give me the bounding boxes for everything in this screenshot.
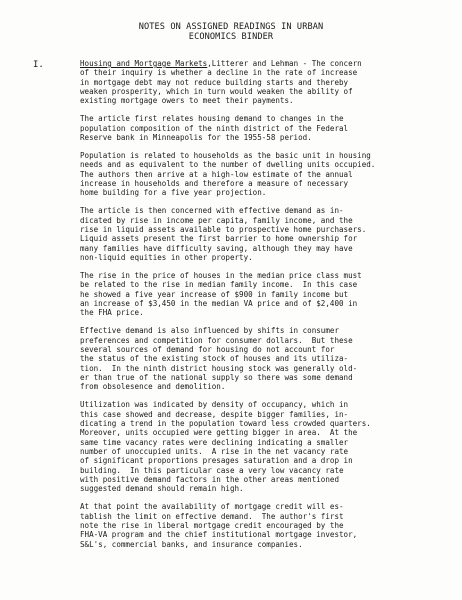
text-line: The article first relates housing demand to changes in the xyxy=(80,114,344,124)
text-line: an increase of $3,450 in the median VA price and of $2,400 in xyxy=(80,298,358,308)
text-line: tion. In the ninth district housing stock was generally old- xyxy=(80,363,358,373)
paragraph-utilization xyxy=(80,400,440,493)
paragraph-intro xyxy=(80,59,440,106)
article-title: Housing and Mortgage Markets xyxy=(80,59,208,68)
text-line: note the rise in liberal mortgage credit encouraged by the xyxy=(80,520,344,530)
text-line: Utilization was indicated by density of occupancy, which in xyxy=(80,400,349,410)
text-line: S&L's, commercial banks, and insurance companies. xyxy=(80,539,303,549)
text-line: increase in households and therefore a measure of necessary xyxy=(80,178,349,188)
text-line: number of unoccupied units. A rise in the net vacancy rate xyxy=(80,446,349,456)
text-line: The article is then concerned with effective demand as in- xyxy=(80,206,344,216)
text-line: the status of the existing stock of houses and its utiliza- xyxy=(80,354,349,364)
text-line: FHA-VA program and the chief institutional mortgage investor, xyxy=(80,530,358,540)
document-header xyxy=(0,22,462,42)
text-line: rise in liquid assets available to prospective home purchasers. xyxy=(80,224,367,234)
text-line: dicating a trend in the population toward less crowded quarters. xyxy=(80,418,371,428)
text-line: many families have difficulty saving, although they may have xyxy=(80,243,353,253)
paragraph-house-prices xyxy=(80,271,440,318)
text-line: this case showed and decrease, despite bigger families, in- xyxy=(80,409,349,419)
text-line: er than true of the national supply so there was some demand xyxy=(80,372,353,382)
text-line: preferences and competition for consumer dollars. But these xyxy=(80,335,353,345)
text-line: Effective demand is also influenced by shifts in consumer xyxy=(80,326,339,336)
text-line: Moreover, units occupied were getting bigger in area. At the xyxy=(80,428,358,438)
text-line: the FHA price. xyxy=(80,308,144,318)
text-line: he showed a five year increase of $900 in family income but xyxy=(80,289,349,299)
text-line: Liquid assets present the first barrier to home ownership for xyxy=(80,234,358,244)
header-title-line-1: NOTES ON ASSIGNED READINGS IN URBAN xyxy=(138,22,324,32)
text-line: of their inquiry is whether a decline in the rate of increase xyxy=(80,68,358,78)
text-line: be related to the rise in median family income. In this case xyxy=(80,280,358,290)
text-line: existing mortgage owers to meet their payments. xyxy=(80,96,294,106)
article-authors: ,Litterer and Lehman - The concern xyxy=(207,59,362,68)
text-line: At that point the availability of mortgage credit will es- xyxy=(80,502,344,512)
text-line xyxy=(80,59,440,68)
text-line: dicated by rise in income per capita, family income, and the xyxy=(80,215,353,225)
paragraph-consumer-preferences xyxy=(80,326,440,391)
text-line: home building for a five year projection. xyxy=(80,188,267,198)
text-line: in mortgage debt may not reduce building starts and thereby xyxy=(80,77,349,87)
text-line: weaken prosperity, which in turn would weaken the ability of xyxy=(80,87,353,97)
text-line: with positive demand factors in the other areas mentioned xyxy=(80,474,339,484)
paragraph-households xyxy=(80,151,440,198)
text-line: Population is related to households as the basic unit in housing xyxy=(80,150,371,160)
paragraph-mortgage-credit xyxy=(80,502,440,549)
text-line: of significant proportions presages saturation and a drop in xyxy=(80,456,353,466)
text-line: from obsolesence and demolition. xyxy=(80,382,226,392)
paragraph-effective-demand xyxy=(80,206,440,262)
text-line: non-liquid equities in other property. xyxy=(80,252,253,262)
text-line: building. In this particular case a very low vacancy rate xyxy=(80,465,344,475)
text-line: The rise in the price of houses in the median price class must xyxy=(80,270,362,280)
text-line: tablish the limit on effective demand. The author's first xyxy=(80,511,344,521)
text-line: The authors then arrive at a high-low estimate of the annual xyxy=(80,169,353,179)
text-line: population composition of the ninth district of the Federal xyxy=(80,123,349,133)
text-line: Reserve bank in Minneapolis for the 1955-58 period. xyxy=(80,133,312,142)
paragraph-population-composition xyxy=(80,114,440,142)
document-body xyxy=(80,59,440,558)
text-line: suggested demand should remain high. xyxy=(80,484,244,494)
text-line: same time vacancy rates were declining indicating a smaller xyxy=(80,437,349,447)
header-title-line-2: ECONOMICS BINDER xyxy=(188,32,274,42)
text-line: needs and as equivalent to the number of dwelling units occupied. xyxy=(80,160,376,170)
text-line: several sources of demand for housing do not account for xyxy=(80,344,335,354)
section-number: I. xyxy=(33,60,44,70)
